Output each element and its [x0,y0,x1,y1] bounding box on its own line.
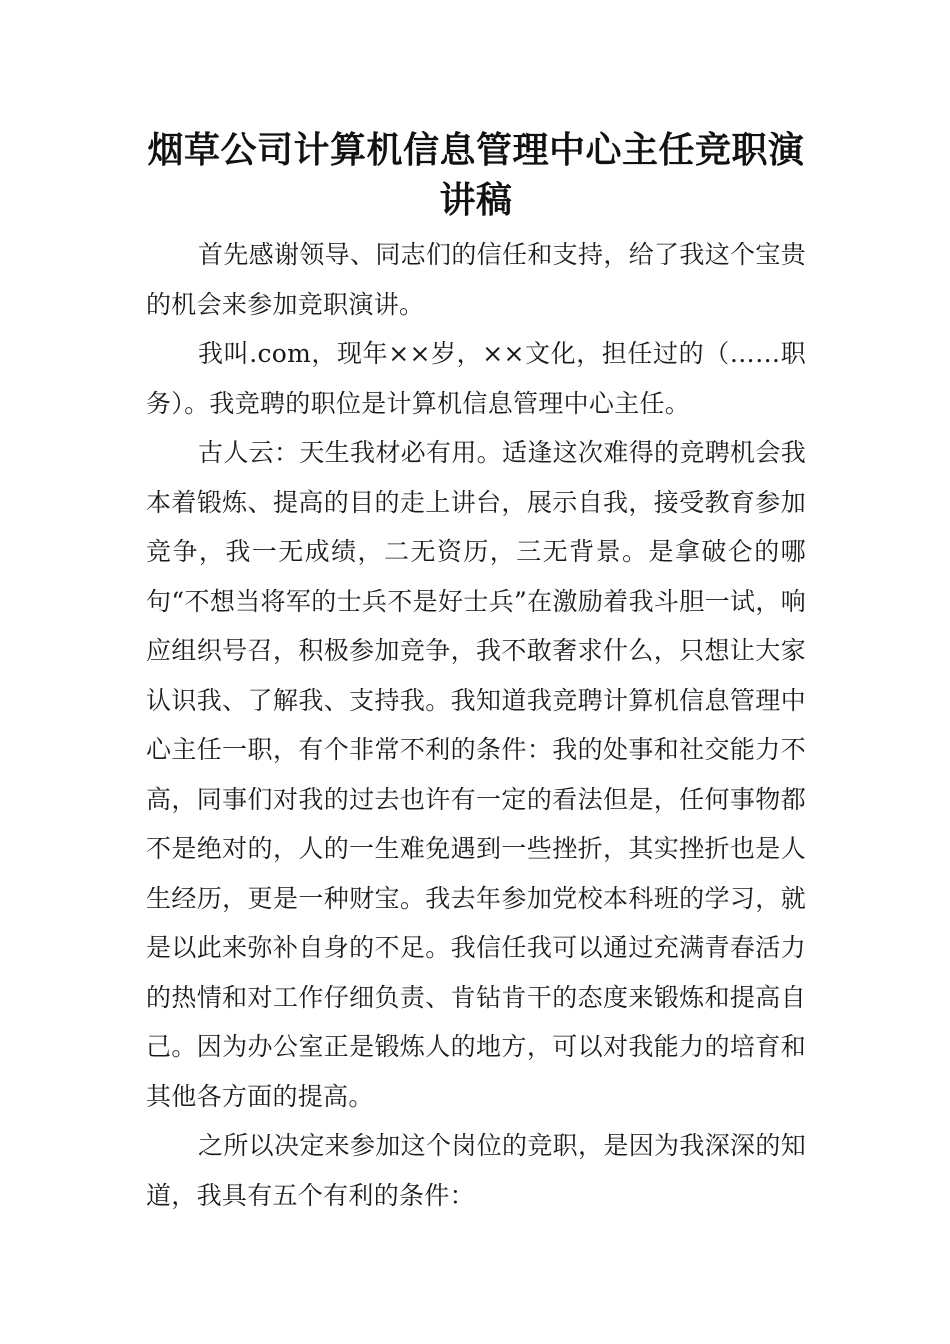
paragraph-thanks: 首先感谢领导、同志们的信任和支持，给了我这个宝贵的机会来参加竞职演讲。 [146,240,806,319]
document-page [146,118,806,1220]
paragraph-motivation: 古人云：天生我材必有用。适逢这次难得的竞聘机会我本着锻炼、提高的目的走上讲台，展示自我，接受教育参加竞争，我一无成绩，二无资历，三无背景。是拿破仑的哪句“不想当将军的士兵不是好士兵”在激励着我斗胆一试，响应组织号召，积极参加竞争，我不敢奢求什么，只想让大家认识我、了解我、支持我。我知道我竞聘计算机信息管理中心主任一职，有个非常不利的条件：我的处事和社交能力不高，同事们对我的过去也许有一定的看法但是，任何事物都不是绝对的，人的一生难免遇到一些挫折，其实挫折也是人生经历，更是一种财宝。我去年参加党校本科班的学习，就是以此来弥补自身的不足。我信任我可以通过充满青春活力的热情和对工作仔细负责、肯钻肯干的态度来锻炼和提高自己。因为办公室正是锻炼人的地方，可以对我能力的培育和其他各方面的提高。 [146,438,806,1111]
document-title: 烟草公司计算机信息管理中心主任竞职演讲稿 [147,130,805,221]
paragraph-conditions: 之所以决定来参加这个岗位的竞职，是因为我深深的知道，我具有五个有利的条件： [146,1131,806,1210]
paragraph-introduction: 我叫.com，现年××岁，××文化，担任过的（……职务）。我竞聘的职位是计算机信息管理中心主任。 [146,339,806,418]
